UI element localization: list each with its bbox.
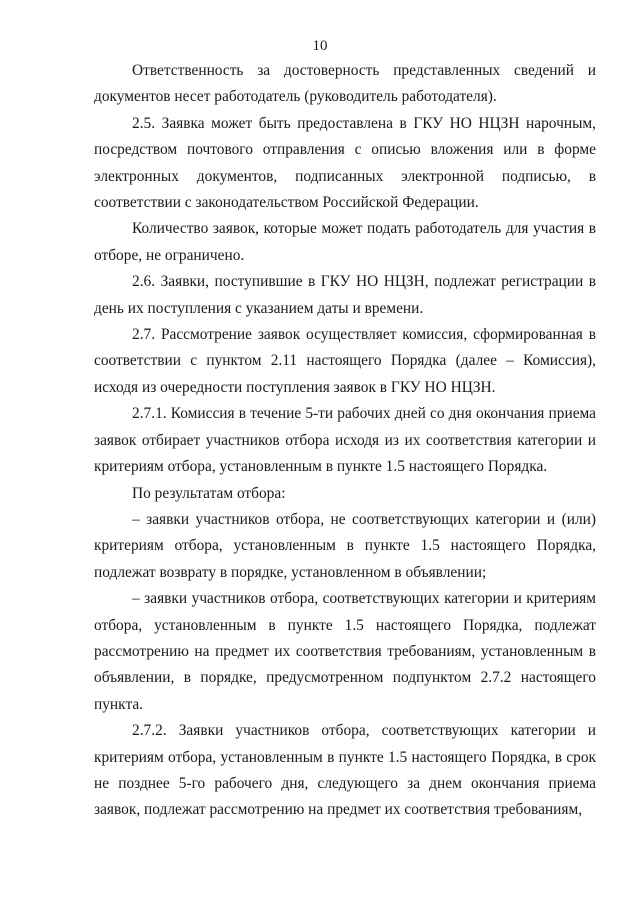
paragraph-2-6: 2.6. Заявки, поступившие в ГКУ НО НЦЗН, подлежат регистрации в день их поступления с указанием даты и времени. (94, 273, 596, 317)
page-number: 10 (312, 38, 328, 54)
paragraph-2-5: 2.5. Заявка может быть предоставлена в ГКУ НО НЦЗН нарочным, посредством почтового отправления с описью вложения или в форме электронных документов, подписанных электронной подписью, в соответствии с законодательством Российской Федерации. (94, 114, 596, 212)
list-item-accepted: – заявки участников отбора, соответствующих категории и критериям отбора, установленным в пункте 1.5 настоящего Порядка, подлежат рассмотрению на предмет их соответствия требованиям, установленным в объявлении, в порядке, предусмотренном подпунктом 2.7.2 настоящего пункта. (94, 590, 596, 713)
paragraph-2-7-2: 2.7.2. Заявки участников отбора, соответствующих категории и критериям отбора, установленным в пункте 1.5 настоящего Порядка, в срок не позднее 5-го рабочего дня, следующего за днем окончания приема заявок, подлежат рассмотрению на предмет их соответствия требованиям, (94, 722, 596, 819)
paragraph-responsibility: Ответственность за достоверность представленных сведений и документов несет работодатель (руководитель работодателя). (94, 62, 596, 106)
paragraph-2-7: 2.7. Рассмотрение заявок осуществляет комиссия, сформированная в соответствии с пунктом 2.11 настоящего Порядка (далее – Комиссия), исходя из очередности поступления заявок в ГКУ НО НЦЗН. (94, 326, 596, 396)
paragraph-2-7-1: 2.7.1. Комиссия в течение 5-ти рабочих дней со дня окончания приема заявок отбирает участников отбора исходя из их соответствия категории и критериям отбора, установленным в пункте 1.5 настоящего Порядка. (94, 405, 596, 476)
paragraph-application-count: Количество заявок, которые может подать работодатель для участия в отборе, не ограничено. (94, 220, 596, 264)
document-body (94, 58, 596, 824)
list-item-rejected: – заявки участников отбора, не соответствующих категории и (или) критериям отбора, установленным в пункте 1.5 настоящего Порядка, подлежат возврату в порядке, установленном в объявлении; (94, 510, 596, 581)
paragraph-selection-results: По результатам отбора: (132, 484, 286, 502)
